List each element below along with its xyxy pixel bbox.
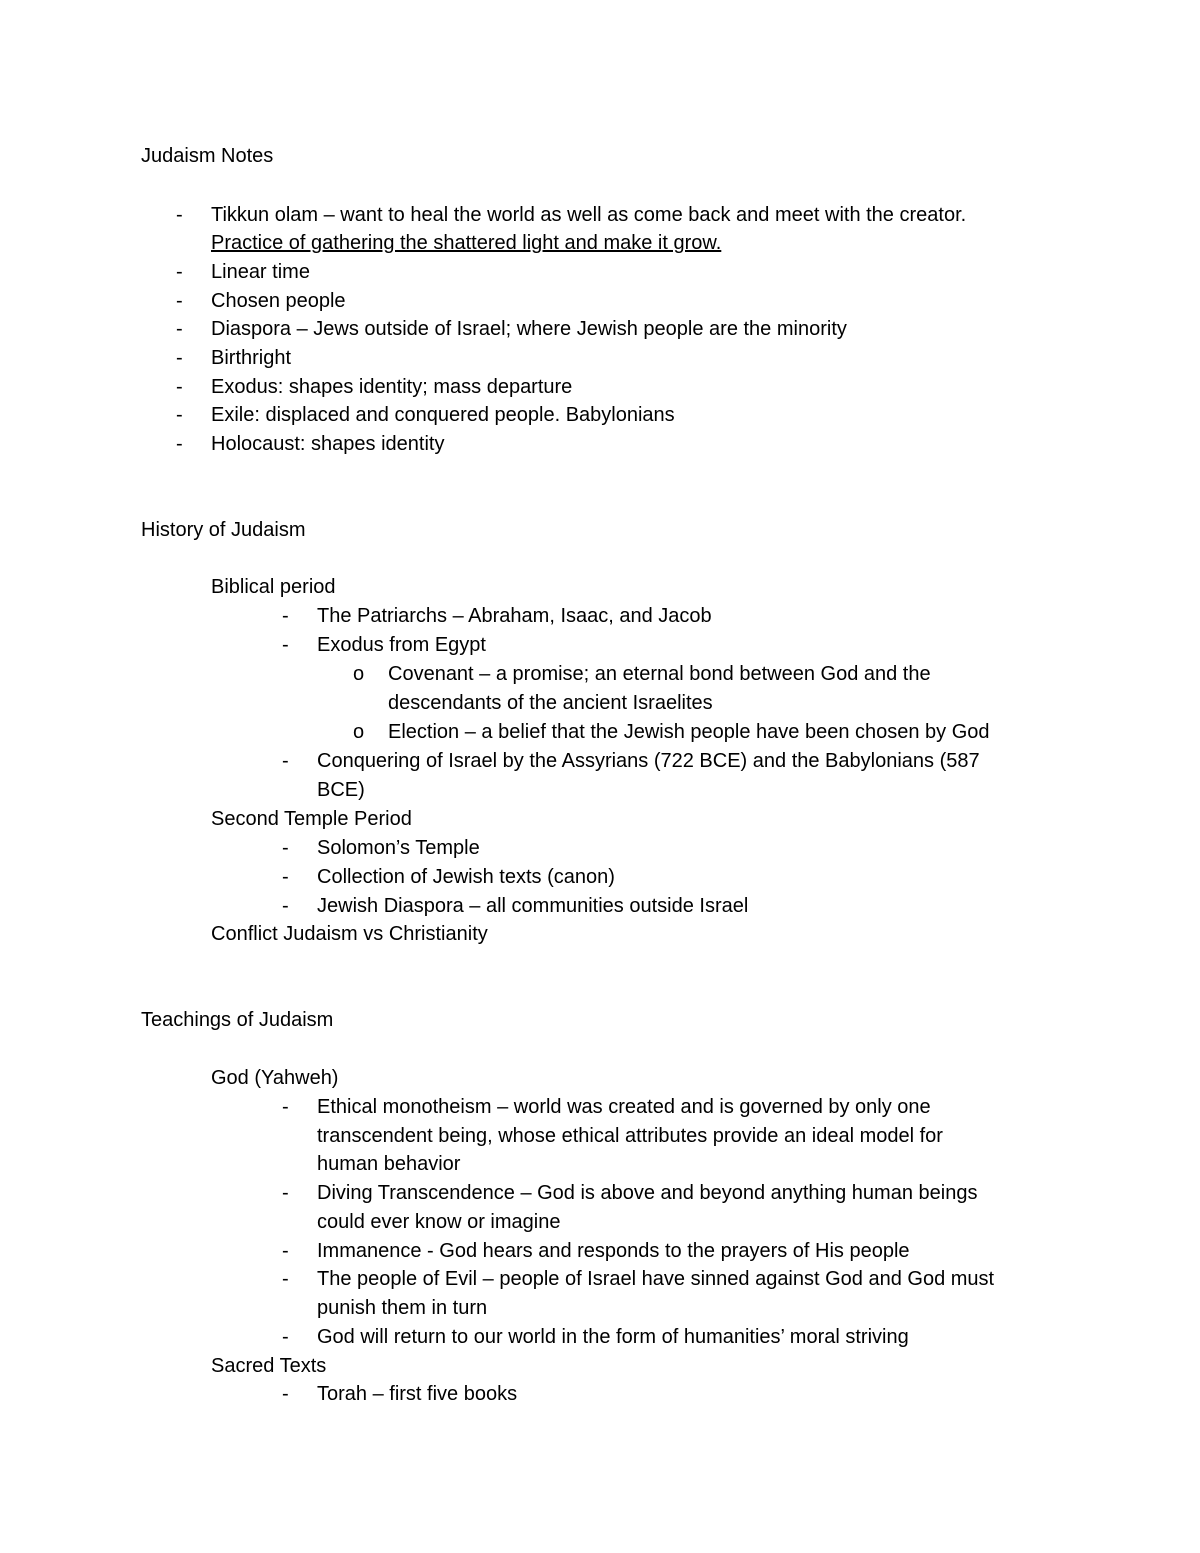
bullet-dash: - xyxy=(282,605,289,627)
bullet-dash: - xyxy=(176,347,183,369)
list-item-cont: human behavior xyxy=(317,1153,461,1175)
bullet-dash: - xyxy=(282,1268,289,1290)
list-item: Ethical monotheism – world was created and is governed by only one xyxy=(317,1096,931,1118)
list-item-cont: could ever know or imagine xyxy=(317,1211,561,1233)
list-item: The people of Evil – people of Israel have sinned against God and God must xyxy=(317,1268,995,1290)
list-item: Tikkun olam – want to heal the world as well as come back and meet with the creator. xyxy=(211,204,967,226)
subheading-conflict: Conflict Judaism vs Christianity xyxy=(211,923,488,945)
list-item-cont: punish them in turn xyxy=(317,1297,488,1319)
list-item-underlined: Practice of gathering the shattered light and make it grow. xyxy=(211,232,722,254)
list-item: Birthright xyxy=(211,347,292,369)
subheading-second-temple: Second Temple Period xyxy=(211,808,412,830)
section-title-history: History of Judaism xyxy=(141,519,306,541)
bullet-dash: - xyxy=(282,750,289,772)
list-item: Exodus: shapes identity; mass departure xyxy=(211,376,573,398)
subheading-god: God (Yahweh) xyxy=(211,1067,339,1089)
list-item: Solomon’s Temple xyxy=(317,837,480,859)
list-item-cont: transcendent being, whose ethical attributes provide an ideal model for xyxy=(317,1125,943,1147)
sub-list-item-cont: descendants of the ancient Israelites xyxy=(388,692,713,714)
bullet-dash: - xyxy=(176,433,183,455)
bullet-dash: - xyxy=(282,1182,289,1204)
bullet-dash: - xyxy=(176,290,183,312)
bullet-dash: - xyxy=(176,261,183,283)
subheading-biblical-period: Biblical period xyxy=(211,576,336,598)
section-title-teachings: Teachings of Judaism xyxy=(141,1009,334,1031)
list-item: Immanence - God hears and responds to the prayers of His people xyxy=(317,1240,910,1262)
bullet-dash: - xyxy=(282,837,289,859)
list-item: Exodus from Egypt xyxy=(317,634,486,656)
list-item: Diaspora – Jews outside of Israel; where Jewish people are the minority xyxy=(211,318,847,340)
list-item: Jewish Diaspora – all communities outside Israel xyxy=(317,895,749,917)
bullet-circle: o xyxy=(353,663,365,685)
bullet-dash: - xyxy=(176,318,183,340)
list-item-cont: BCE) xyxy=(317,779,365,801)
list-item: Torah – first five books xyxy=(317,1383,518,1405)
bullet-dash: - xyxy=(282,1240,289,1262)
bullet-dash: - xyxy=(176,376,183,398)
list-item: Conquering of Israel by the Assyrians (722 BCE) and the Babylonians (587 xyxy=(317,750,980,772)
list-item: Linear time xyxy=(211,261,310,283)
bullet-dash: - xyxy=(282,1326,289,1348)
bullet-dash: - xyxy=(282,895,289,917)
bullet-dash: - xyxy=(176,204,183,226)
list-item: Diving Transcendence – God is above and beyond anything human beings xyxy=(317,1182,978,1204)
subheading-sacred-texts: Sacred Texts xyxy=(211,1355,327,1377)
bullet-dash: - xyxy=(282,866,289,888)
bullet-dash: - xyxy=(282,634,289,656)
bullet-dash: - xyxy=(282,1383,289,1405)
list-item: Holocaust: shapes identity xyxy=(211,433,445,455)
section-title-judaism-notes: Judaism Notes xyxy=(141,145,274,167)
bullet-dash: - xyxy=(176,404,183,426)
list-item: Collection of Jewish texts (canon) xyxy=(317,866,615,888)
sub-list-item: Election – a belief that the Jewish people have been chosen by God xyxy=(388,721,990,743)
list-item: The Patriarchs – Abraham, Isaac, and Jacob xyxy=(317,605,712,627)
bullet-dash: - xyxy=(282,1096,289,1118)
list-item: God will return to our world in the form of humanities’ moral striving xyxy=(317,1326,909,1348)
list-item: Exile: displaced and conquered people. Babylonians xyxy=(211,404,675,426)
bullet-circle: o xyxy=(353,721,365,743)
list-item: Chosen people xyxy=(211,290,346,312)
sub-list-item: Covenant – a promise; an eternal bond between God and the xyxy=(388,663,931,685)
